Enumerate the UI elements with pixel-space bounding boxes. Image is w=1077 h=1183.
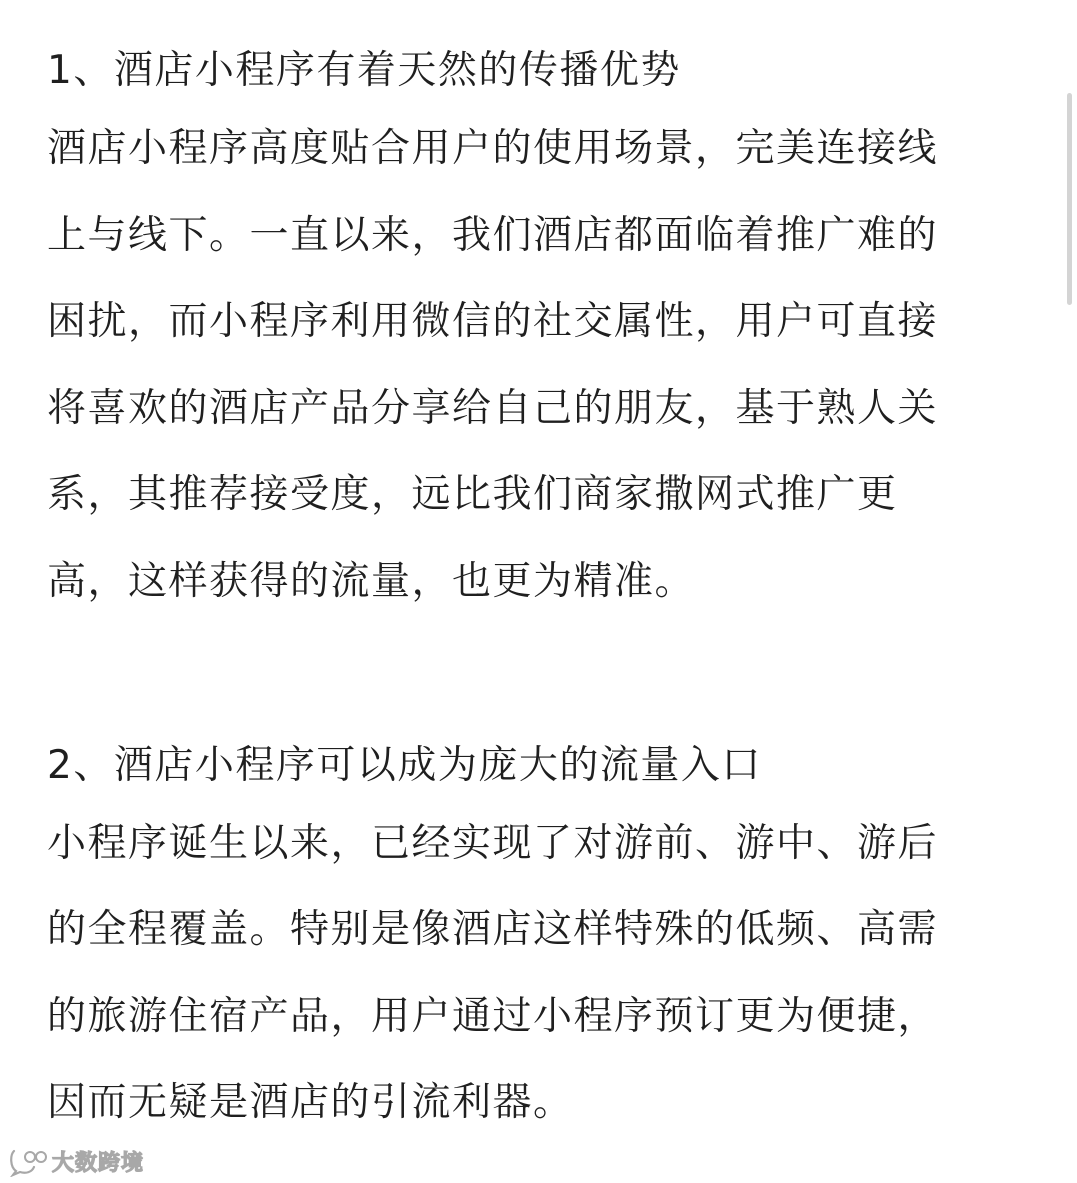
section-2-paragraph bbox=[47, 801, 1032, 1147]
section-2-line-2: 的全程覆盖。特别是像酒店这样特殊的低频、高需 bbox=[47, 907, 939, 953]
section-spacer bbox=[47, 626, 1032, 731]
section-1-line-2: 上与线下。一直以来，我们酒店都面临着推广难的 bbox=[47, 212, 939, 258]
watermark-text: 大数跨境 bbox=[52, 1151, 145, 1176]
section-1-line-1: 酒店小程序高度贴合用户的使用场景，完美连接线 bbox=[47, 126, 939, 171]
section-1-paragraph bbox=[47, 106, 1032, 626]
section-1-line-6: 高，这样获得的流量，也更为精准。 bbox=[47, 558, 696, 604]
section-1-line-3: 困扰，而小程序利用微信的社交属性，用户可直接 bbox=[47, 299, 939, 345]
section-2-line-4: 因而无疑是酒店的引流利器。 bbox=[47, 1080, 574, 1126]
section-1-line-4: 将喜欢的酒店产品分享给自己的朋友，基于熟人关 bbox=[47, 385, 939, 431]
section-2-line-1: 小程序诞生以来，已经实现了对游前、游中、游后 bbox=[47, 820, 939, 866]
watermark bbox=[8, 1146, 144, 1177]
speech-bubble-logo-icon bbox=[8, 1147, 48, 1177]
scrollbar-thumb[interactable] bbox=[1067, 93, 1072, 305]
article-body bbox=[47, 36, 1032, 1147]
section-1-line-5: 系，其推荐接受度，远比我们商家撒网式推广更 bbox=[47, 472, 898, 518]
section-2-line-3: 的旅游住宿产品，用户通过小程序预订更为便捷， bbox=[47, 993, 939, 1039]
section-1-heading: 1、酒店小程序有着天然的传播优势 bbox=[47, 48, 681, 93]
section-2-heading: 2、酒店小程序可以成为庞大的流量入口 bbox=[47, 742, 762, 788]
